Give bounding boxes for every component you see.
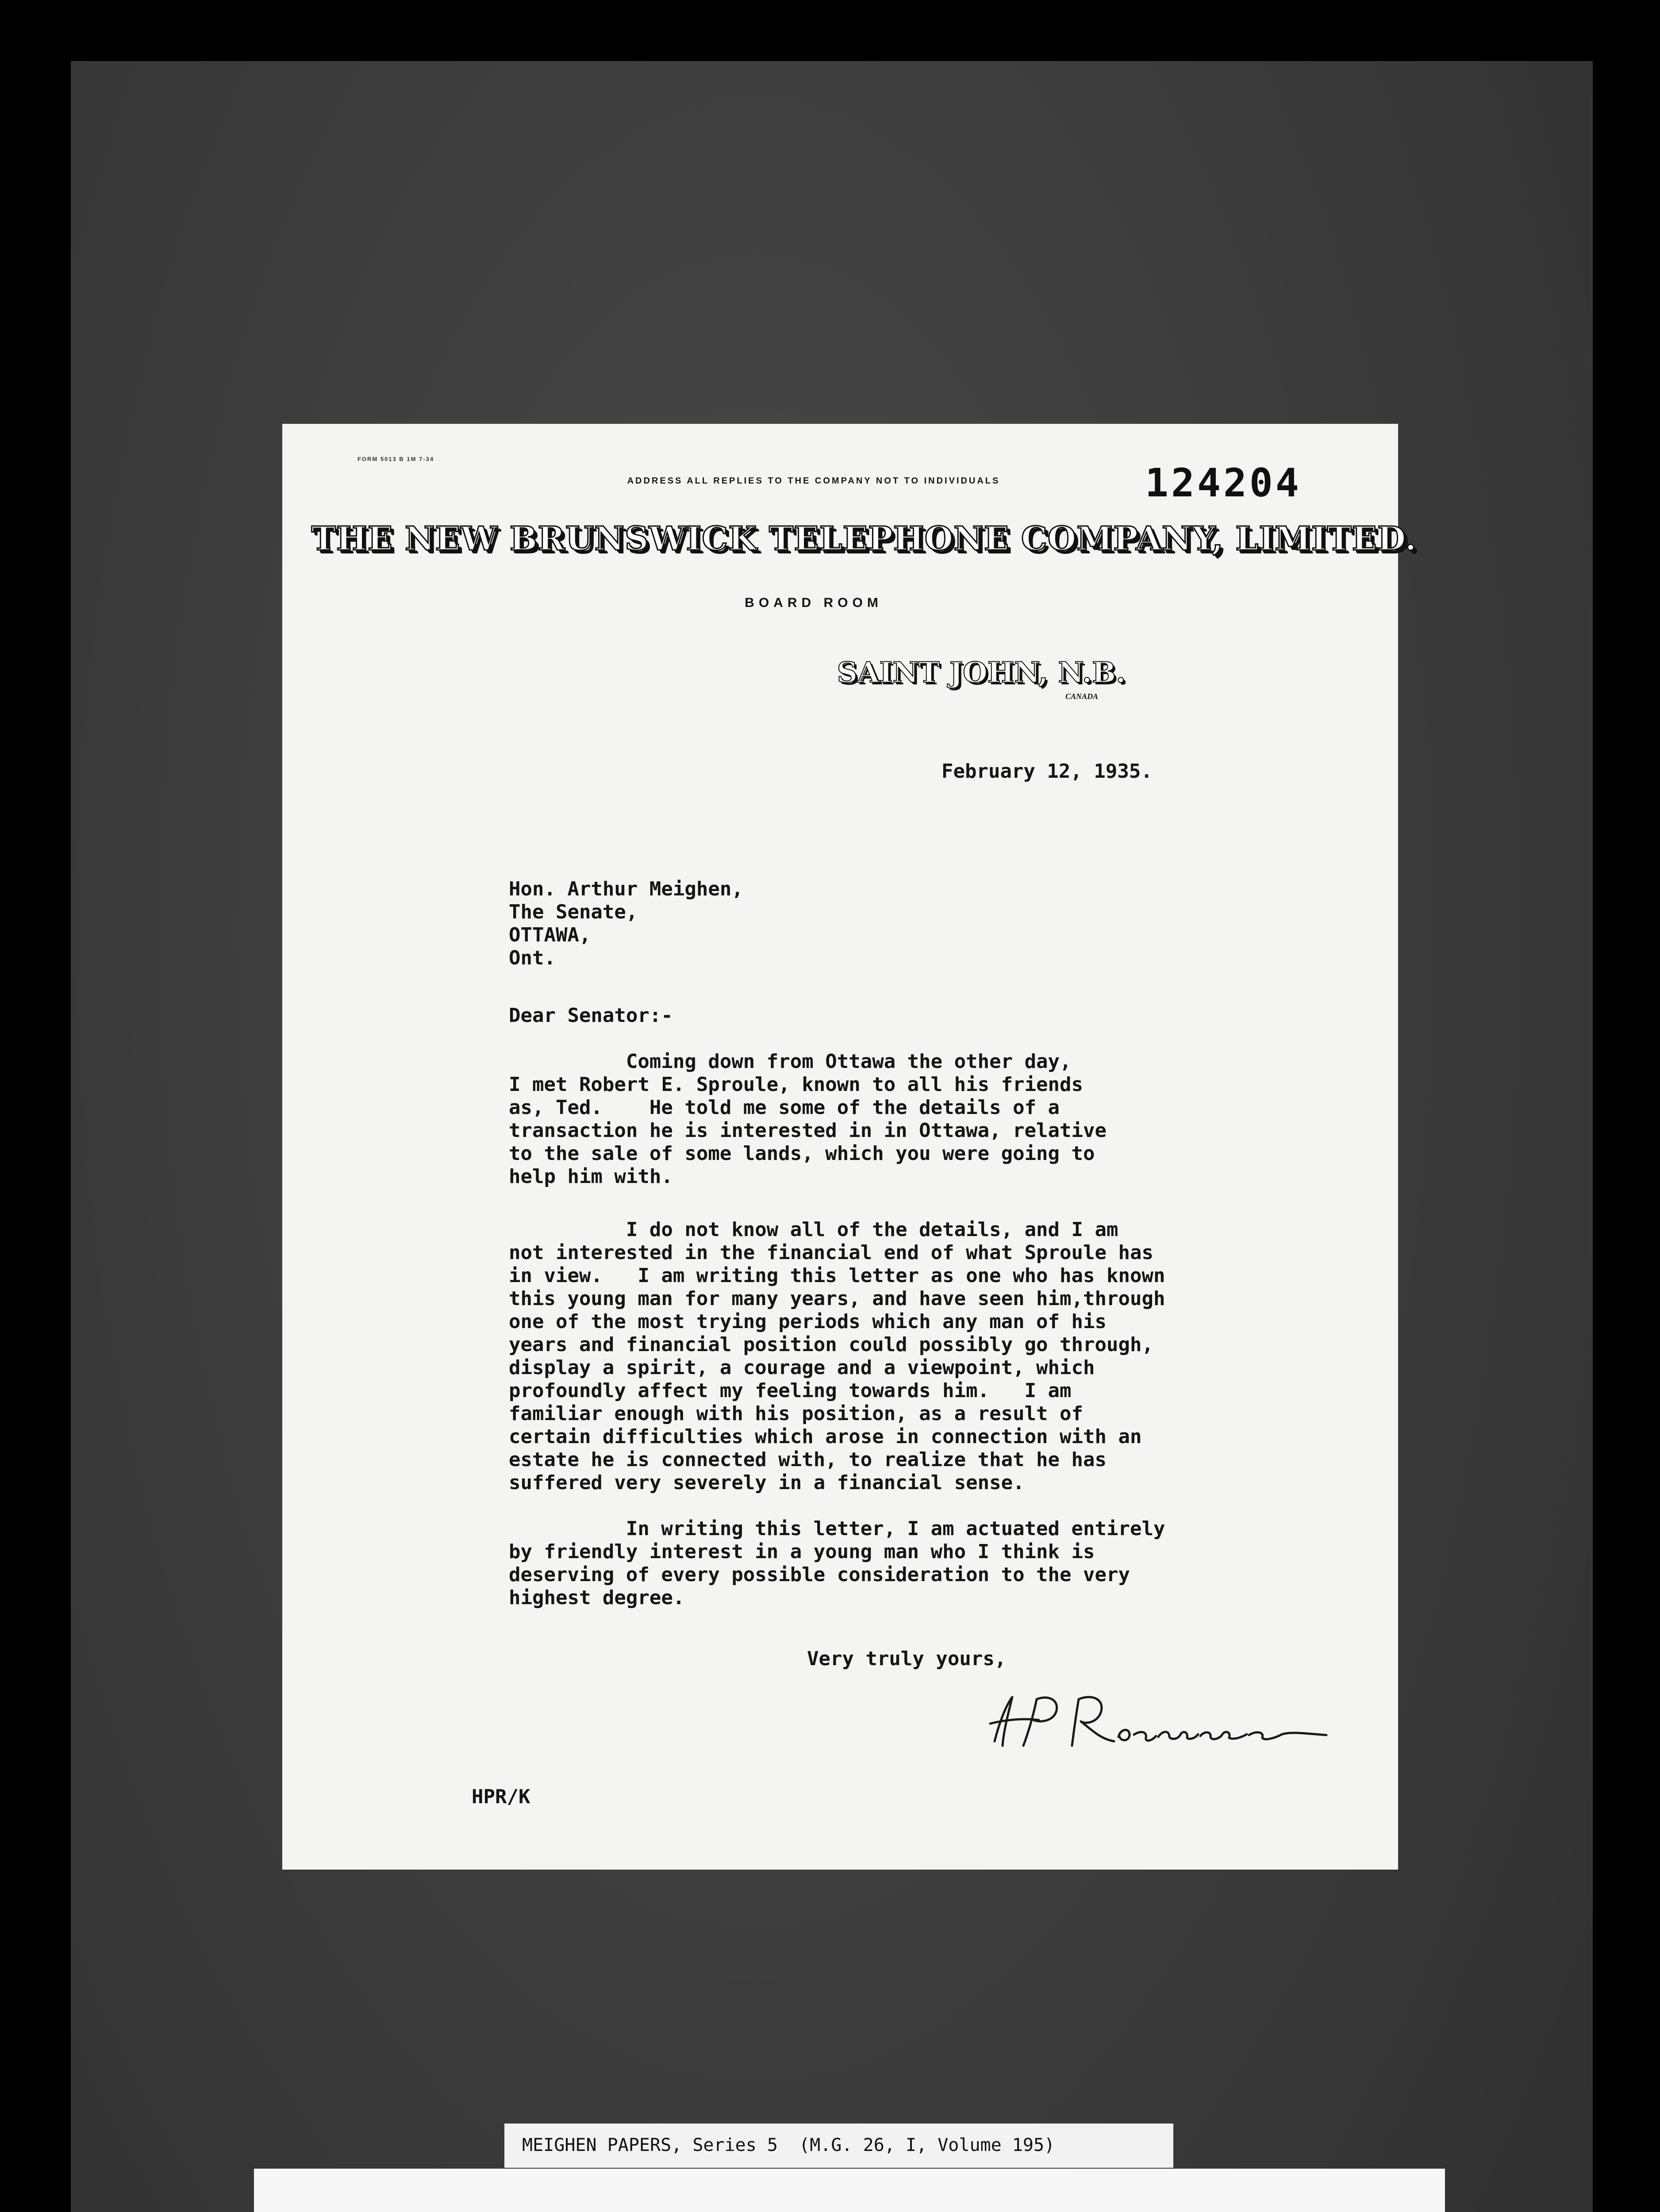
paragraph-1: Coming down from Ottawa the other day, I met Robert E. Sproule, known to all his friends as, Ted. He told me some of the details of a transaction he is interested in in Ottawa, relative to the sale of some lands, which you were going to help him with.	[509, 1050, 1107, 1188]
archive-reference-tab	[504, 2124, 1173, 2168]
closing: Very truly yours,	[807, 1647, 1007, 1670]
salutation: Dear Senator:-	[509, 1004, 673, 1027]
recipient-address: Hon. Arthur Meighen, The Senate, OTTAWA, Ont.	[509, 878, 743, 969]
typist-initials: HPR/K	[472, 1786, 530, 1808]
letterhead-city: SAINT JOHN, N.B.	[837, 656, 1126, 689]
paragraph-2: I do not know all of the details, and I am not interested in the financial end of what Sproule has in view. I am writing this letter as one who has known this young man for many years, and have seen him,through one of the most trying periods which any man of his years and financial position could possibly go through, display a spirit, a courage and a viewpoint, which profoundly affect my feeling towards him. I am familiar enough with his position, as a result of certain difficulties which arose in connection with an estate he is connected with, to realize that he has suffered very severely in a financial sense.	[509, 1218, 1165, 1494]
archive-reference-text: MEIGHEN PAPERS, Series 5 (M.G. 26, I, Volume 195)	[522, 2135, 1055, 2155]
file-number-stamp: 124204	[1145, 460, 1302, 506]
handwritten-signature	[981, 1688, 1353, 1755]
department-line: BOARD ROOM	[745, 595, 883, 610]
form-number: FORM 5013 B 1M 7-34	[357, 456, 434, 462]
letterhead-country: CANADA	[1065, 692, 1099, 701]
company-letterhead: THE NEW BRUNSWICK TELEPHONE COMPANY, LIMITED.	[311, 520, 1417, 558]
letter-page	[282, 424, 1417, 1870]
archives-card	[254, 2169, 1445, 2212]
letter-date: February 12, 1935.	[941, 760, 1153, 783]
paragraph-3: In writing this letter, I am actuated entirely by friendly interest in a young man who I think is deserving of every possible consideration to the very highest degree.	[509, 1517, 1165, 1609]
address-note: ADDRESS ALL REPLIES TO THE COMPANY NOT TO INDIVIDUALS	[627, 476, 1000, 486]
